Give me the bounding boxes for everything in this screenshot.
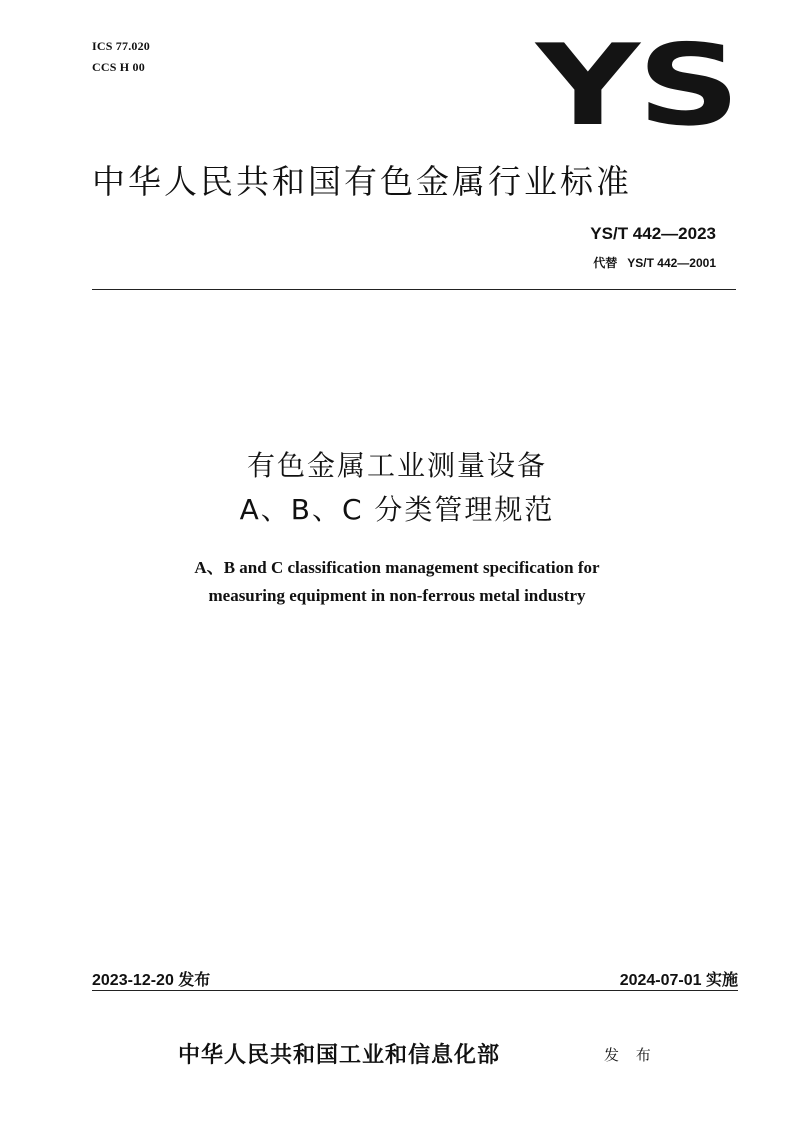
english-title-line1: A、B and C classification management specification for bbox=[194, 558, 600, 577]
implementation-date: 2024-07-01 实施 bbox=[619, 972, 738, 989]
english-title bbox=[0, 554, 794, 610]
standard-number: YS/T 442—2023 bbox=[590, 224, 716, 243]
replaces-number: YS/T 442—2001 bbox=[627, 256, 716, 270]
publisher-name: 中华人民共和国工业和信息化部 bbox=[178, 1042, 501, 1068]
bottom-divider bbox=[92, 990, 738, 991]
ics-code: ICS 77.020 bbox=[92, 39, 151, 53]
issue-date: 2023-12-20 发布 bbox=[92, 972, 211, 989]
ys-logo: YS bbox=[536, 21, 738, 151]
industry-standard-title: 中华人民共和国有色金属行业标准 bbox=[92, 162, 632, 201]
chinese-title bbox=[0, 444, 794, 532]
top-divider bbox=[92, 289, 736, 290]
english-title-line2: measuring equipment in non-ferrous metal industry bbox=[208, 586, 586, 605]
publisher-suffix: 发 布 bbox=[604, 1046, 657, 1064]
replaces-line bbox=[593, 254, 716, 271]
replaces-label: 代替 bbox=[593, 256, 618, 270]
ccs-code: CCS H 00 bbox=[92, 60, 145, 74]
chinese-title-line2: A、B、C 分类管理规范 bbox=[239, 493, 555, 526]
chinese-title-line1: 有色金属工业测量设备 bbox=[246, 449, 547, 482]
